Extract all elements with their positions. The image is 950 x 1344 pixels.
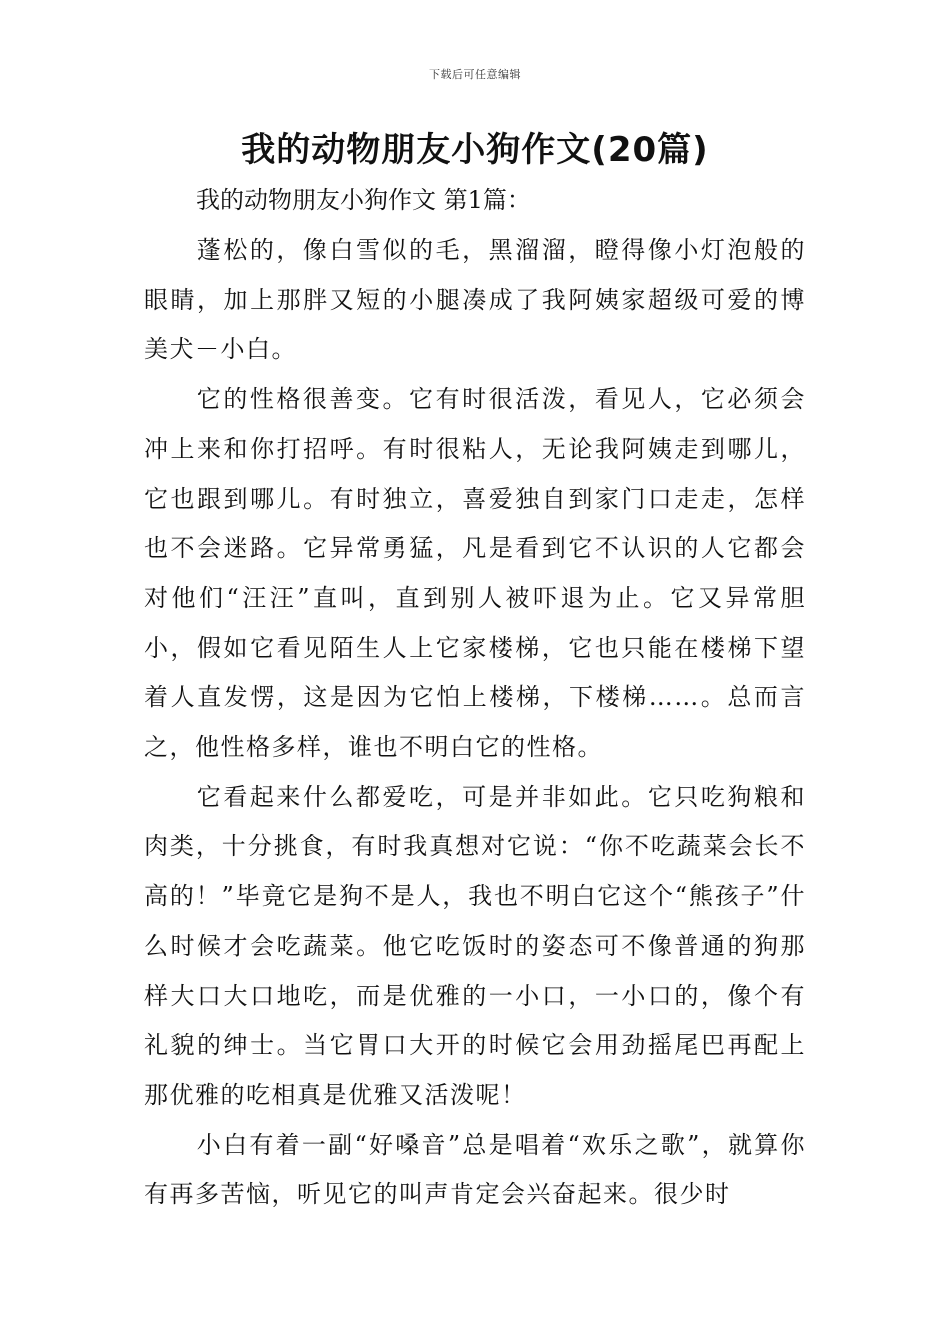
article-body — [144, 226, 806, 1220]
paragraph: 蓬松的，像白雪似的毛，黑溜溜，瞪得像小灯泡般的眼睛，加上那胖又短的小腿凑成了我阿姨家超级可爱的博美犬－小白。 — [144, 236, 806, 364]
paragraph: 它的性格很善变。它有时很活泼，看见人，它必须会冲上来和你打招呼。有时很粘人，无论我阿姨走到哪儿，它也跟到哪儿。有时独立，喜爱独自到家门口走走，怎样也不会迷路。它异常勇猛，凡是看到它不认识的人它都会对他们“汪汪”直叫，直到别人被吓退为止。它又异常胆小，假如它看见陌生人上它家楼梯，它也只能在楼梯下望着人直发愣，这是因为它怕上楼梯，下楼梯……。总而言之，他性格多样，谁也不明白它的性格。 — [144, 385, 806, 762]
header-note: 下载后可任意编辑 — [429, 68, 521, 81]
paragraph: 小白有着一副“好嗓音”总是唱着“欢乐之歌”，就算你有再多苦恼，听见它的叫声肯定会兴奋起来。很少时 — [144, 1130, 806, 1209]
paragraph: 它看起来什么都爱吃，可是并非如此。它只吃狗粮和肉类，十分挑食，有时我真想对它说：“你不吃蔬菜会长不高的！”毕竟它是狗不是人，我也不明白它这个“熊孩子”什么时候才会吃蔬菜。他它吃饭时的姿态可不像普通的狗那样大口大口地吃，而是优雅的一小口，一小口的，像个有礼貌的绅士。当它胃口大开的时候它会用劲摇尾巴再配上那优雅的吃相真是优雅又活泼呢！ — [144, 782, 806, 1109]
document-title: 我的动物朋友小狗作文(20篇) — [241, 130, 709, 170]
article-heading: 我的动物朋友小狗作文 第1篇： — [196, 186, 531, 214]
